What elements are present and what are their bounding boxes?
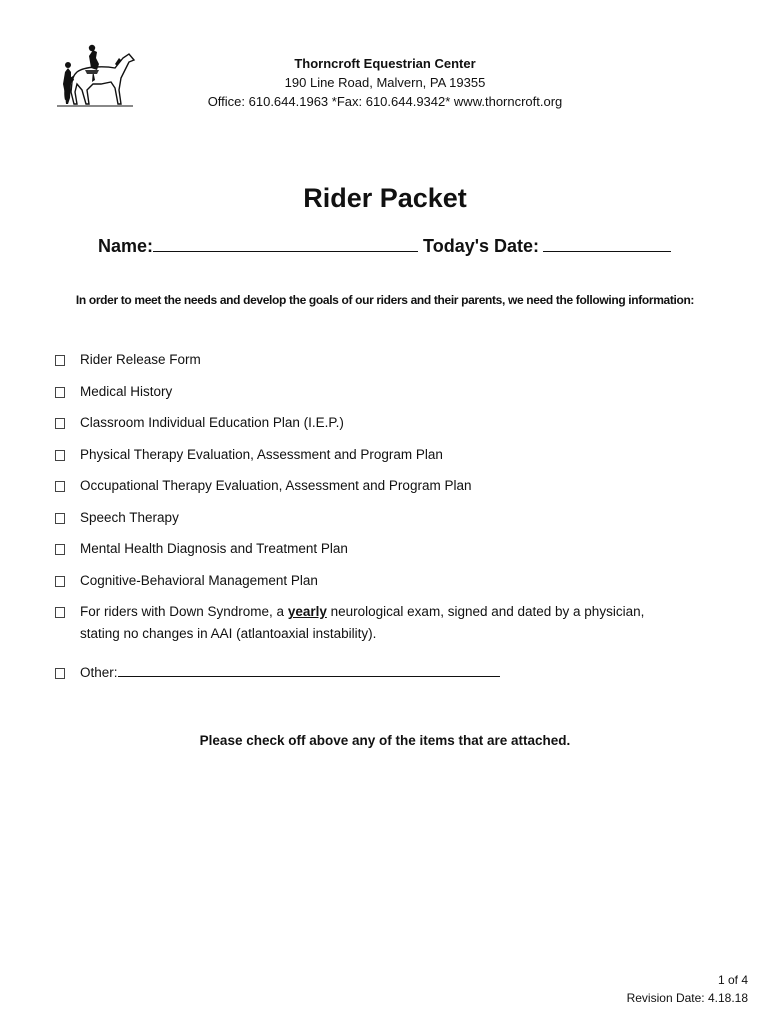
yearly-emphasis: yearly <box>287 604 327 619</box>
checklist-item-label <box>80 604 644 641</box>
name-date-row <box>98 236 671 257</box>
name-field[interactable] <box>153 237 418 252</box>
checklist-item-down-syndrome <box>55 601 715 645</box>
checkbox[interactable] <box>55 513 65 524</box>
date-field[interactable] <box>543 237 671 252</box>
checklist-item <box>55 381 715 403</box>
checklist-item <box>55 412 715 434</box>
checklist-item-label: Classroom Individual Education Plan (I.E.P.) <box>80 415 344 430</box>
intro-text: In order to meet the needs and develop the goals of our riders and their parents, we need the following information: <box>75 293 695 307</box>
checklist-item <box>55 475 715 497</box>
org-address: 190 Line Road, Malvern, PA 19355 <box>284 75 486 90</box>
checklist-item-label: Rider Release Form <box>80 352 201 367</box>
checklist-item <box>55 349 715 371</box>
other-field[interactable] <box>118 664 500 677</box>
org-name: Thorncroft Equestrian Center <box>294 56 476 71</box>
checkbox[interactable] <box>55 668 65 679</box>
checkbox[interactable] <box>55 387 65 398</box>
checklist-item-label: Mental Health Diagnosis and Treatment Plan <box>80 541 348 556</box>
date-label: Today's Date: <box>423 236 540 256</box>
page-title: Rider Packet <box>303 183 467 213</box>
checkbox[interactable] <box>55 450 65 461</box>
name-label: Name: <box>98 236 154 256</box>
checkbox[interactable] <box>55 418 65 429</box>
checklist-item-label: Physical Therapy Evaluation, Assessment and Program Plan <box>80 446 443 462</box>
instruction-note: Please check off above any of the items that are attached. <box>199 733 571 748</box>
checklist-item-label: Speech Therapy <box>80 509 179 525</box>
checklist-item <box>55 538 715 560</box>
page-number: 1 of 4 <box>717 973 748 987</box>
revision-date: Revision Date: 4.18.18 <box>626 991 748 1005</box>
checklist-item-label: Medical History <box>80 383 173 399</box>
page-footer <box>627 971 748 1007</box>
checkbox[interactable] <box>55 481 65 492</box>
checklist-item-other <box>55 662 715 684</box>
other-label: Other: <box>80 665 118 680</box>
checkbox[interactable] <box>55 576 65 587</box>
checklist-item <box>55 570 715 592</box>
checkbox[interactable] <box>55 355 65 366</box>
checklist-item-label: Occupational Therapy Evaluation, Assessment and Program Plan <box>80 478 472 493</box>
checkbox[interactable] <box>55 544 65 555</box>
checklist-item <box>55 507 715 529</box>
checklist-item-label: Cognitive-Behavioral Management Plan <box>80 572 318 588</box>
down-syndrome-text-end: neurological exam, signed and dated by a physician, <box>326 604 645 619</box>
checklist-item <box>55 444 715 466</box>
org-contact: Office: 610.644.1963 *Fax: 610.644.9342* www.thorncroft.org <box>207 94 563 109</box>
document-checklist <box>55 349 715 694</box>
down-syndrome-text-line2: stating no changes in AAI (atlantoaxial instability). <box>80 626 377 641</box>
letterhead <box>0 54 770 111</box>
down-syndrome-text-start: For riders with Down Syndrome, a <box>80 604 288 619</box>
checkbox[interactable] <box>55 607 65 618</box>
